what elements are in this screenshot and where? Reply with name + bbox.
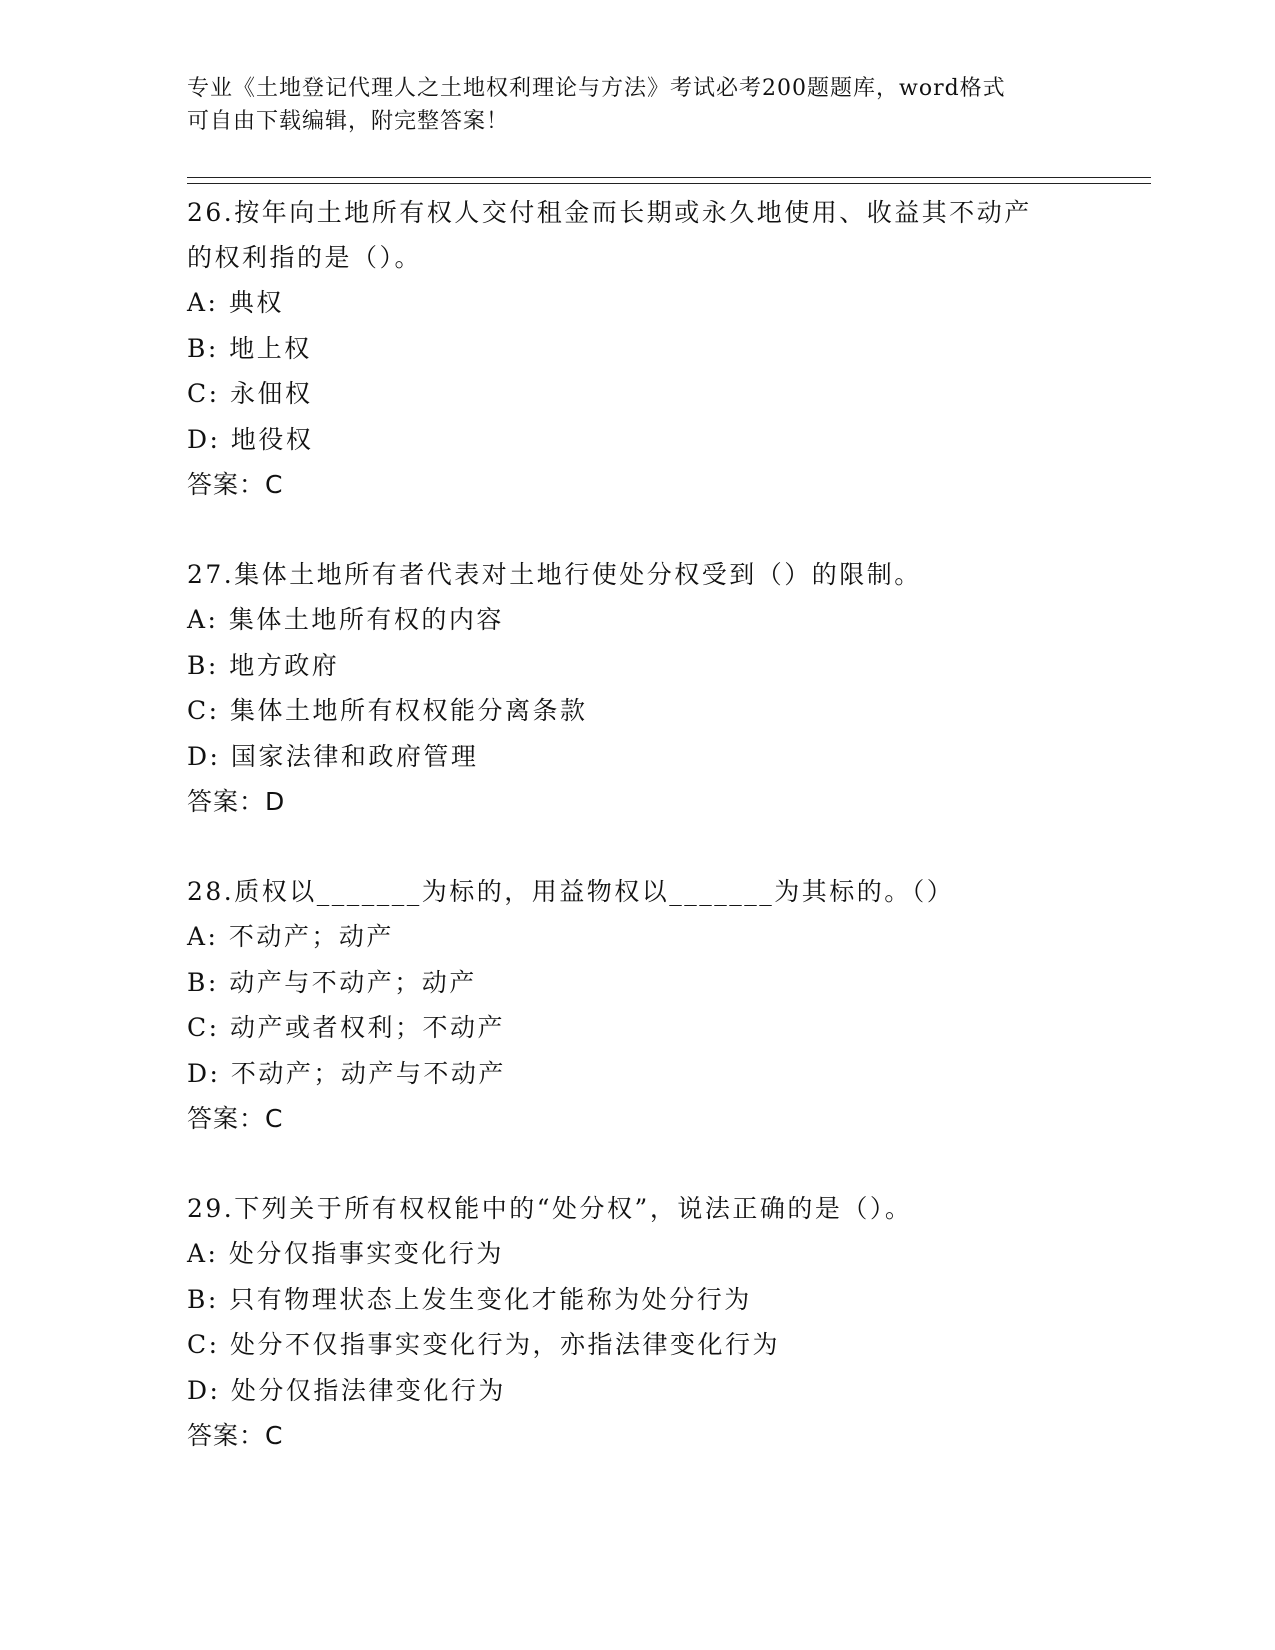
header-line-2: 可自由下载编辑，附完整答案！ [187,109,510,134]
question-stem-continued: 的权利指的是（）。 [187,243,423,272]
option-b: B: 只有物理状态上发生变化才能称为处分行为 [187,1284,752,1314]
option-d: D: 国家法律和政府管理 [187,741,479,771]
option-c: C: 永佃权 [187,379,313,408]
question-stem: 26.按年向土地所有权人交付租金而长期或永久地使用、收益其不动产 [187,198,1032,227]
option-d: D: 不动产；动产与不动产 [187,1058,506,1088]
document-header [187,72,1087,138]
option-a: A: 处分仅指事实变化行为 [187,1239,504,1268]
question-27 [187,552,1087,824]
option-b: B: 动产与不动产；动产 [187,967,477,997]
question-list [187,190,1087,1503]
option-b: B: 地上权 [187,333,312,363]
question-28 [187,869,1087,1141]
question-stem: 29.下列关于所有权权能中的“处分权”，说法正确的是（）。 [187,1194,913,1223]
answer-line: 答案：D [187,787,286,816]
header-line-1: 专业《土地登记代理人之土地权利理论与方法》考试必考200题题库，word格式 [187,76,1006,101]
answer-line: 答案：C [187,1104,284,1133]
option-d: D: 地役权 [187,424,314,454]
option-c: C: 动产或者权利；不动产 [187,1013,505,1042]
question-26 [187,190,1087,507]
question-stem: 27.集体土地所有者代表对土地行使处分权受到（）的限制。 [187,560,922,589]
question-stem: 28.质权以_______为标的，用益物权以_______为其标的。（） [187,877,955,906]
header-rule-bottom [187,183,1151,184]
question-29 [187,1186,1087,1458]
option-a: A: 典权 [187,288,284,317]
option-c: C: 集体土地所有权权能分离条款 [187,696,588,725]
option-b: B: 地方政府 [187,650,340,680]
answer-line: 答案：C [187,470,284,499]
option-c: C: 处分不仅指事实变化行为，亦指法律变化行为 [187,1330,780,1359]
header-rule-top [187,177,1151,178]
option-a: A: 不动产；动产 [187,922,394,951]
answer-line: 答案：C [187,1421,284,1450]
option-d: D: 处分仅指法律变化行为 [187,1375,506,1405]
option-a: A: 集体土地所有权的内容 [187,605,504,634]
